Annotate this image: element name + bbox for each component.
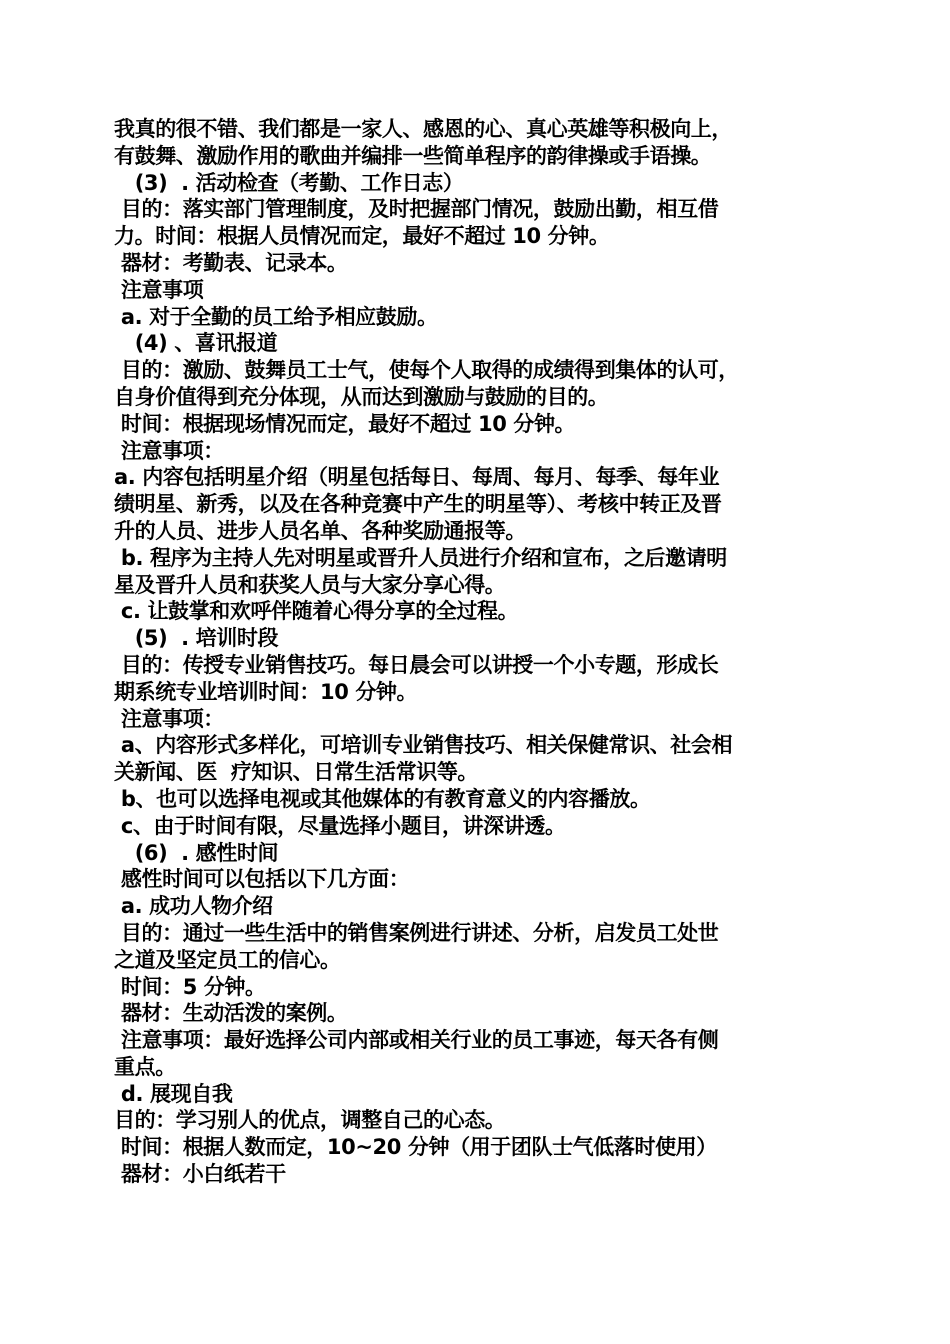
text-line: 自身价值得到充分体现，从而达到激励与鼓励的目的。 <box>114 384 609 409</box>
section-heading-4: (4) 、喜讯报道 <box>114 331 278 356</box>
section-heading-6: (6) . 感性时间 <box>114 840 279 865</box>
text-line: 注意事项： <box>114 438 224 463</box>
section-heading-3: (3) . 活动检查（考勤、工作日志） <box>114 170 464 195</box>
text-line: a. 对于全勤的员工给予相应鼓励。 <box>114 304 438 329</box>
text-line: 注意事项 <box>114 277 204 302</box>
text-line: 我真的很不错、我们都是一家人、感恩的心、真心英雄等积极向上， <box>114 117 732 141</box>
text-line: a. 成功人物介绍 <box>114 894 273 919</box>
text-line: a、内容形式多样化，可培训专业销售技巧、相关保健常识、社会相 <box>114 733 733 758</box>
text-line: 注意事项： <box>114 706 224 731</box>
text-line: b. 程序为主持人先对明星或晋升人员进行介绍和宣布，之后邀请明 <box>114 545 727 570</box>
text-line: 之道及坚定员工的信心。 <box>114 947 341 972</box>
text-line: 注意事项：最好选择公司内部或相关行业的员工事迹，每天各有侧 <box>114 1028 719 1053</box>
text-line: a. 内容包括明星介绍（明星包括每日、每周、每月、每季、每年业 <box>114 465 720 490</box>
text-line: 力。时间：根据人员情况而定，最好不超过 10 分钟。 <box>114 224 610 249</box>
document-body <box>114 116 838 1188</box>
text-line: 目的：通过一些生活中的销售案例进行讲述、分析，启发员工处世 <box>114 920 719 945</box>
text-line: 器材：生动活泼的案例。 <box>114 1001 348 1026</box>
text-line: 升的人员、进步人员名单、各种奖励通报等。 <box>114 518 526 543</box>
text-line: c、由于时间有限，尽量选择小题目，讲深讲透。 <box>114 813 566 838</box>
text-line: 目的：传授专业销售技巧。每日晨会可以讲授一个小专题，形成长 <box>114 652 719 677</box>
text-line: 重点。 <box>114 1054 176 1079</box>
text-line: 时间：根据现场情况而定，最好不超过 10 分钟。 <box>114 411 576 436</box>
text-line: 关新闻、医 疗知识、日常生活常识等。 <box>114 760 479 785</box>
text-line: c. 让鼓掌和欢呼伴随着心得分享的全过程。 <box>114 599 519 624</box>
text-line: 器材：考勤表、记录本。 <box>114 250 348 275</box>
text-line: 感性时间可以包括以下几方面： <box>114 867 410 892</box>
text-line: 器材：小白纸若干 <box>114 1162 286 1187</box>
text-line: 星及晋升人员和获奖人员与大家分享心得。 <box>114 572 506 597</box>
text-line: 期系统专业培训时间：10 分钟。 <box>114 679 418 704</box>
text-line: b、也可以选择电视或其他媒体的有教育意义的内容播放。 <box>114 786 651 811</box>
section-heading-5: (5) . 培训时段 <box>114 626 279 651</box>
text-line: 目的：学习别人的优点，调整自己的心态。 <box>114 1108 506 1133</box>
text-line: 时间：5 分钟。 <box>114 974 266 999</box>
text-line: d. 展现自我 <box>114 1081 233 1106</box>
text-line: 绩明星、新秀，以及在各种竞赛中产生的明星等）、考核中转正及晋 <box>114 492 722 517</box>
text-line: 目的：落实部门管理制度，及时把握部门情况，鼓励出勤，相互借 <box>114 197 719 222</box>
text-line: 目的：激励、鼓舞员工士气，使每个人取得的成绩得到集体的认可， <box>114 358 739 383</box>
text-line: 时间：根据人数而定，10~20 分钟（用于团队士气低落时使用） <box>114 1135 717 1160</box>
text-line: 有鼓舞、激励作用的歌曲并编排一些简单程序的韵律操或手语操。 <box>114 143 712 168</box>
